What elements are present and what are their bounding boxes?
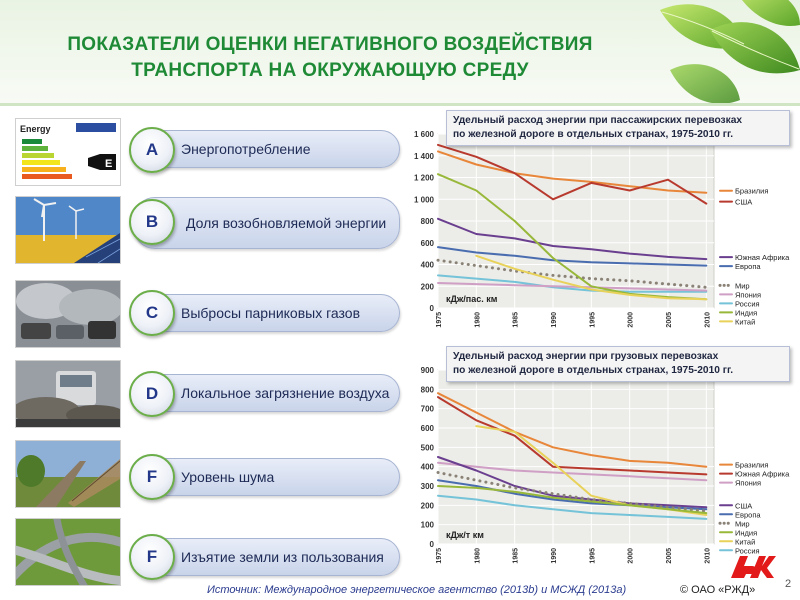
freight-x-tick-label: 2005 [666, 548, 673, 564]
freight-chart-title-line-1: Удельный расход энергии при грузовых перевозках [453, 351, 719, 362]
passenger-y-tick-label: 0 [429, 304, 434, 313]
passenger-x-tick-label: 1980 [474, 312, 482, 328]
indicator-badge-c[interactable]: C [129, 290, 175, 336]
passenger-y-tick-label: 200 [420, 282, 434, 292]
passenger-y-tick-label: 1 600 [413, 130, 434, 139]
passenger-x-tick-label: 2010 [704, 312, 712, 328]
greenhouse-gas-image [15, 280, 121, 348]
freight-y-tick-label: 600 [420, 424, 434, 433]
passenger-legend-label: Европа [735, 262, 761, 272]
energy-label-text: Energy [20, 124, 51, 134]
passenger-chart-title-line-1: Удельный расход энергии при пассажирских перевозках [453, 115, 743, 126]
freight-chart-title-line-2: по железной дороге в отдельных странах, 1975-2010 гг. [453, 365, 734, 376]
freight-chart-title-callout [446, 346, 790, 382]
passenger-y-tick-label: 1 200 [413, 173, 434, 183]
freight-legend-label: Япония [735, 478, 762, 488]
energy-class-grade: E [105, 158, 113, 170]
passenger-y-tick-label: 600 [420, 238, 434, 248]
passenger-legend-label: Китай [735, 317, 756, 327]
page-title-line-2: ТРАНСПОРТА НА ОКРУЖАЮЩУЮ СРЕДУ [131, 60, 529, 81]
indicator-badge-f-land[interactable]: F [129, 534, 175, 580]
freight-x-tick-label: 2000 [627, 548, 635, 564]
passenger-legend-label: США [735, 197, 753, 207]
indicator-label: Изъятие земли из пользования [181, 548, 384, 565]
energy-label-image [15, 118, 121, 186]
indicator-badge-a[interactable]: A [129, 127, 175, 173]
freight-legend-label: Южная Африка [735, 469, 790, 479]
source-citation: Источник: Международное энергетическое агентство (2013b) и МСЖД (2013a) [207, 584, 627, 596]
freight-x-tick-label: 1995 [589, 548, 597, 564]
leaves-decoration [640, 0, 800, 103]
passenger-chart-title-line-2: по железной дороге в отдельных странах, 1975-2010 гг. [453, 129, 734, 140]
indicator-label: Локальное загрязнение воздуха [181, 384, 390, 401]
freight-legend-label: Китай [735, 537, 756, 547]
passenger-legend-label: Япония [735, 290, 762, 300]
freight-y-tick-label: 200 [420, 501, 434, 511]
renewable-energy-image [15, 196, 121, 264]
freight-y-tick-label: 500 [420, 443, 434, 453]
noise-barrier-image [15, 440, 121, 508]
indicator-label: Доля возобновляемой энергии [186, 214, 387, 231]
freight-legend-label: Европа [735, 510, 761, 520]
passenger-x-tick-label: 1990 [551, 312, 558, 328]
air-pollution-image [15, 360, 121, 428]
indicator-badge-f-noise[interactable]: F [129, 454, 175, 500]
freight-y-tick-label: 700 [420, 404, 434, 414]
passenger-y-tick-label: 800 [420, 217, 434, 226]
passenger-x-tick-label: 2000 [627, 312, 635, 328]
page-title-line-1: ПОКАЗАТЕЛИ ОЦЕНКИ НЕГАТИВНОГО ВОЗДЕЙСТВИЯ [67, 34, 593, 55]
freight-legend-label: США [735, 501, 753, 511]
passenger-x-tick-label: 1995 [589, 312, 597, 328]
freight-y-tick-label: 800 [420, 385, 434, 395]
copyright-text: © ОАО «РЖД» [680, 584, 756, 596]
freight-legend-label: Индия [735, 528, 758, 538]
passenger-y-tick-label: 400 [420, 260, 434, 270]
land-use-image [15, 518, 121, 586]
indicator-badge-b[interactable]: B [129, 199, 175, 245]
freight-legend-label: Россия [735, 546, 760, 556]
passenger-legend-label: Индия [735, 308, 758, 318]
indicator-badge-d[interactable]: D [129, 371, 175, 417]
freight-x-tick-label: 1990 [551, 548, 558, 564]
freight-legend-label: Мир [735, 519, 750, 529]
freight-x-tick-label: 1975 [436, 548, 443, 564]
indicator-label: Уровень шума [181, 468, 275, 485]
passenger-legend-label: Бразилия [735, 186, 769, 196]
rzd-logo-icon [728, 552, 778, 582]
freight-y-tick-label: 0 [429, 540, 434, 549]
freight-x-tick-label: 2010 [704, 548, 712, 564]
freight-y-tick-label: 300 [420, 482, 434, 491]
passenger-legend-label: Россия [735, 299, 760, 309]
passenger-legend-label: Южная Африка [735, 253, 790, 263]
indicator-label: Выбросы парниковых газов [181, 304, 361, 321]
freight-y-tick-label: 900 [420, 366, 434, 375]
passenger-x-tick-label: 1975 [436, 312, 443, 328]
header-divider [0, 103, 800, 106]
passenger-y-tick-label: 1 000 [413, 195, 434, 205]
passenger-legend-label: Мир [735, 281, 750, 291]
freight-y-tick-label: 400 [420, 462, 434, 472]
freight-unit-label: кДж/т км [446, 530, 484, 540]
indicator-label: Энергопотребление [181, 140, 311, 157]
freight-y-tick-label: 100 [420, 520, 434, 530]
passenger-y-tick-label: 1 400 [413, 151, 434, 161]
passenger-unit-label: кДж/пас. км [446, 294, 498, 304]
passenger-chart-title-callout [446, 110, 790, 146]
passenger-x-tick-label: 2005 [666, 312, 673, 328]
freight-x-tick-label: 1980 [474, 548, 482, 564]
freight-legend-label: Бразилия [735, 460, 769, 470]
header-band [0, 0, 800, 103]
page-number: 2 [785, 578, 792, 590]
freight-x-tick-label: 1985 [512, 548, 520, 564]
passenger-x-tick-label: 1985 [512, 312, 520, 328]
